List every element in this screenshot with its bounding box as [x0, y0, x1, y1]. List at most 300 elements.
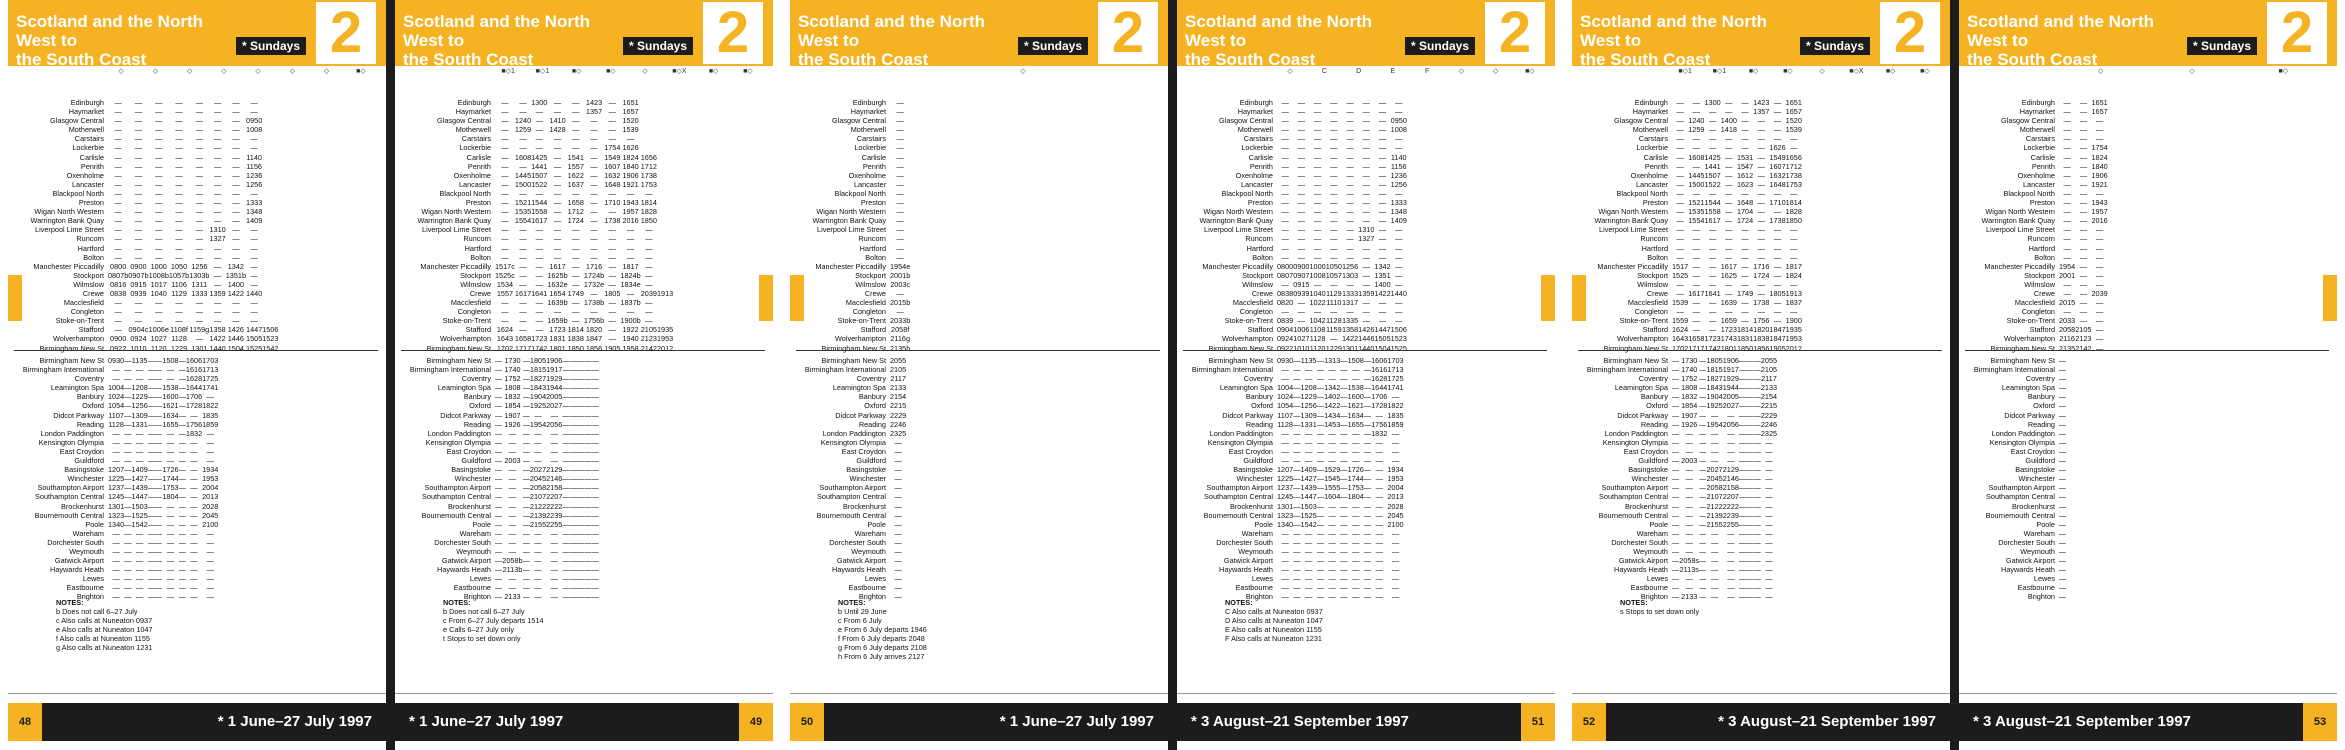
days-label: Sundays: [1418, 39, 1469, 53]
time-cell: 1506: [1390, 325, 1407, 335]
time-cell: —: [569, 483, 577, 493]
time-cell: —: [178, 474, 186, 484]
table-row: [14, 465, 218, 474]
time-cell: 2003: [1681, 456, 1698, 466]
station-name: Carlisle: [861, 152, 886, 162]
time-cell: 0807: [1277, 270, 1294, 280]
time-cell: 2154: [890, 392, 907, 402]
table-row: [1578, 383, 1777, 392]
time-cell: —: [1757, 225, 1765, 235]
time-cell: —: [1685, 583, 1693, 593]
time-cell: —: [114, 116, 122, 126]
time-cell: —: [1346, 188, 1354, 198]
time-cell: —: [584, 528, 592, 538]
time-cell: —: [562, 528, 570, 538]
time-cell: —: [550, 546, 558, 556]
time-cell: —: [1297, 116, 1305, 126]
station-name: Oxenholme: [1235, 170, 1273, 180]
time-cell: —: [2079, 216, 2087, 226]
time-cell: 1616: [185, 365, 203, 375]
table-row: [1965, 592, 2066, 601]
time-cell: 1648: [604, 179, 621, 189]
time-cell: —: [1293, 437, 1301, 447]
table-row: [1183, 492, 1404, 501]
time-cell: 1333: [246, 198, 263, 208]
days-label: Sundays: [1031, 39, 1082, 53]
station-name: Lewes: [1646, 574, 1668, 584]
time-cell: 1340: [108, 519, 125, 529]
time-cell: —: [166, 528, 175, 538]
time-cell: 1637: [567, 179, 584, 189]
time-cell: 1541: [567, 152, 584, 162]
time-cell: —: [1746, 592, 1754, 602]
time-cell: 1659b: [547, 316, 568, 326]
table-row: [1578, 565, 1777, 574]
time-cell: —: [1281, 170, 1289, 180]
time-cell: —: [1710, 528, 1719, 538]
time-cell: 1549: [1769, 152, 1786, 162]
time-cell: 2142: [640, 343, 657, 353]
time-cell: 0907b: [128, 270, 149, 280]
time-cell: —: [1692, 225, 1700, 235]
time-cell: —: [894, 456, 902, 466]
station-name: Macclesfield: [450, 298, 491, 308]
station-name: Dorchester South: [1216, 537, 1273, 547]
time-cell: 1520: [622, 116, 639, 126]
station-name: Wilmslow: [460, 279, 491, 289]
time-cell: —: [1765, 565, 1773, 575]
time-cell: —: [1313, 107, 1322, 117]
table-row: [401, 271, 673, 280]
station-name: Glasgow Central: [832, 116, 886, 126]
table-row: [1183, 565, 1404, 574]
time-cell: —: [1346, 243, 1354, 253]
time-cell: —: [584, 483, 592, 493]
time-cell: —: [2063, 170, 2071, 180]
time-cell: —: [147, 565, 156, 575]
time-cell: —: [1281, 207, 1289, 217]
time-cell: 1913: [656, 288, 674, 298]
time-cell: —: [147, 428, 156, 438]
time-cell: 1342: [1324, 383, 1341, 393]
table-row: [14, 502, 218, 511]
station-name: Edinburgh: [852, 98, 886, 107]
time-cell: —: [572, 243, 580, 253]
time-cell: 1229: [1300, 392, 1317, 402]
time-cell: —: [1378, 116, 1387, 126]
time-cell: 1554: [514, 216, 532, 226]
time-cell: —: [894, 465, 902, 475]
time-cell: 1917: [1722, 365, 1739, 375]
time-cell: —: [112, 574, 120, 584]
time-cell: —: [550, 446, 558, 456]
time-cell: 1207: [1277, 465, 1294, 475]
time-cell: 1754: [2091, 143, 2108, 153]
time-cell: —: [2059, 410, 2067, 420]
time-cell: —: [1692, 270, 1700, 280]
time-cell: —: [1757, 207, 1765, 217]
time-cell: —: [501, 116, 509, 126]
table-row: [1183, 307, 1407, 316]
service-symbol: ■◇: [571, 68, 582, 75]
time-cell: —: [1725, 188, 1733, 198]
time-cell: 0800: [1277, 261, 1294, 271]
table-row: [1965, 574, 2066, 583]
time-cell: —: [1746, 383, 1754, 393]
time-cell: 1712: [1785, 161, 1802, 171]
table-row: [1965, 447, 2066, 456]
station-name: Leamington Spa: [832, 383, 886, 393]
time-cell: —: [501, 207, 509, 217]
time-cell: —: [1378, 216, 1387, 226]
station-name: Gatwick Airport: [54, 556, 104, 566]
table-row: [1578, 216, 1802, 225]
footer-rule: [395, 693, 773, 694]
time-cell: —: [1375, 510, 1383, 520]
time-cell: —: [2079, 225, 2087, 235]
time-cell: —: [155, 116, 163, 126]
time-cell: 2122: [1706, 501, 1723, 511]
station-name: Crewe: [82, 288, 104, 298]
station-name: Oxford: [2033, 401, 2055, 411]
table-row: [401, 411, 599, 420]
station-name: Poole: [2036, 519, 2055, 529]
time-cell: —: [2063, 152, 2071, 162]
time-cell: —: [155, 492, 163, 502]
time-cell: —: [576, 556, 585, 566]
station-name: Oxford: [82, 401, 104, 411]
time-cell: —: [195, 170, 203, 180]
time-cell: —: [1313, 125, 1322, 135]
time-cell: 1010: [1293, 343, 1310, 353]
table-row: [14, 307, 278, 316]
station-name: Eastbourne: [848, 583, 886, 593]
time-cell: 1507: [531, 170, 548, 180]
time-cell: —: [1328, 510, 1336, 520]
time-cell: —: [1773, 98, 1782, 107]
time-cell: —: [1362, 125, 1370, 135]
time-cell: —: [1395, 307, 1403, 317]
table-row: [796, 420, 906, 429]
time-cell: —: [195, 179, 203, 189]
timetable-northern: [1578, 98, 1802, 353]
time-cell: —: [894, 474, 902, 484]
station-name: Stockport: [1637, 270, 1668, 280]
time-cell: 0915: [130, 279, 147, 289]
time-cell: —: [562, 465, 570, 475]
time-cell: 1310: [1358, 225, 1375, 235]
table-row: [401, 520, 599, 529]
time-cell: —: [501, 298, 509, 308]
station-name: London Paddington: [427, 428, 491, 438]
time-cell: —: [1330, 143, 1338, 153]
time-cell: —: [114, 170, 122, 180]
time-cell: —: [1692, 243, 1700, 253]
table-row: [401, 262, 673, 271]
time-cell: 1006: [1293, 325, 1310, 335]
station-name: East Croydon: [2010, 446, 2055, 456]
time-cell: —: [114, 252, 122, 262]
time-cell: —: [896, 98, 904, 107]
time-cell: 1658: [514, 334, 532, 344]
table-row: [1578, 107, 1802, 116]
station-name: Dorchester South: [1998, 537, 2055, 547]
validity-dates: * 1 June–27 July 1997: [409, 713, 564, 730]
time-cell: —: [591, 383, 599, 393]
station-name: Edinburgh: [1634, 98, 1668, 107]
time-cell: —: [1790, 225, 1798, 235]
table-row: [14, 107, 278, 116]
time-cell: —: [572, 270, 580, 280]
station-name: Crewe: [1251, 288, 1273, 298]
time-cell: —: [553, 152, 562, 162]
time-cell: —: [2059, 510, 2067, 520]
time-cell: —: [2063, 207, 2071, 217]
time-cell: —: [1725, 179, 1733, 189]
time-cell: 1331: [131, 419, 148, 429]
time-cell: —: [591, 456, 599, 466]
table-row: [401, 143, 673, 152]
time-cell: —: [1699, 519, 1707, 529]
time-cell: 1935: [656, 325, 674, 335]
time-cell: —: [1738, 537, 1747, 547]
time-cell: —: [232, 207, 240, 217]
time-cell: —: [1340, 446, 1348, 456]
table-row: [1183, 344, 1407, 353]
title-line-2: the South Coast: [798, 50, 929, 69]
time-cell: —: [590, 134, 598, 144]
time-cell: —: [576, 483, 585, 493]
station-name: Liverpool Lime Street: [35, 225, 104, 235]
time-cell: 1832: [504, 392, 521, 402]
table-row: [14, 280, 278, 289]
time-cell: 1904: [529, 392, 547, 402]
time-cell: —: [894, 519, 902, 529]
table-row: [14, 234, 278, 243]
time-cell: 1054: [108, 401, 125, 411]
time-cell: 1426: [1358, 325, 1375, 335]
title-line-1: Scotland and the North West to: [1185, 12, 1372, 50]
table-row: [1183, 189, 1407, 198]
time-cell: —: [591, 501, 599, 511]
time-cell: —: [1316, 528, 1325, 538]
time-cell: —: [112, 565, 120, 575]
table-row: [401, 420, 599, 429]
time-cell: —: [1316, 374, 1325, 384]
service-symbol: ◇: [1458, 68, 1465, 75]
time-cell: 1333: [1341, 288, 1359, 298]
table-row: [796, 298, 910, 307]
time-cell: —: [1316, 401, 1325, 411]
time-cell: 1716: [1753, 261, 1770, 271]
table-row: [1578, 583, 1777, 592]
time-cell: 1440: [246, 288, 263, 298]
time-cell: —: [1340, 492, 1348, 502]
time-cell: —: [1281, 374, 1289, 384]
time-cell: —: [608, 107, 616, 117]
time-cell: —: [190, 446, 198, 456]
time-cell: —: [1773, 225, 1782, 235]
time-cell: —: [1378, 316, 1387, 326]
time-cell: —: [166, 556, 175, 566]
time-cell: —: [608, 243, 616, 253]
time-cell: —: [645, 270, 653, 280]
time-cell: —: [562, 410, 570, 420]
time-cell: —: [2059, 474, 2067, 484]
time-cell: —: [1727, 456, 1735, 466]
time-cell: —: [590, 225, 598, 235]
table-row: [796, 207, 910, 216]
time-cell: 1944: [1722, 383, 1739, 393]
table-row: [796, 447, 906, 456]
time-cell: 1107: [1277, 410, 1293, 420]
timetable-page: [1959, 0, 2337, 750]
time-cell: —: [2079, 143, 2087, 153]
station-name: Guildford: [856, 456, 886, 466]
table-row: [401, 225, 673, 234]
time-cell: 1907: [504, 410, 521, 420]
time-cell: —: [134, 316, 143, 326]
time-cell: 1500: [514, 179, 532, 189]
time-cell: 1129: [171, 288, 187, 298]
station-name: Edinburgh: [1239, 98, 1273, 107]
time-cell: —: [1699, 483, 1707, 493]
time-cell: 1446: [227, 334, 244, 344]
time-cell: —: [1672, 528, 1680, 538]
time-cell: —: [1692, 98, 1700, 107]
time-cell: —: [206, 437, 214, 447]
time-cell: —: [1672, 428, 1680, 438]
time-cell: 2005: [1722, 392, 1739, 402]
time-cell: 1726: [1347, 465, 1364, 475]
time-cell: —: [1330, 161, 1338, 171]
station-name: Oxford: [1646, 401, 1668, 411]
time-cell: —: [576, 519, 585, 529]
time-cell: —: [1316, 419, 1325, 429]
time-cell: —: [232, 225, 240, 235]
time-cell: —: [1391, 437, 1400, 447]
time-cell: —: [590, 125, 598, 135]
time-cell: —: [591, 537, 599, 547]
time-cell: —: [206, 528, 214, 538]
time-cell: 1539: [1785, 125, 1802, 135]
time-cell: —: [232, 116, 240, 126]
time-cell: 0838: [110, 288, 127, 298]
station-name: Manchester Piccadilly: [815, 261, 886, 271]
table-row: [1965, 411, 2066, 420]
time-cell: —: [134, 188, 143, 198]
time-cell: —: [1753, 401, 1761, 411]
station-name: Oxenholme: [66, 170, 104, 180]
time-cell: —: [550, 565, 558, 575]
time-cell: —: [1313, 279, 1322, 289]
time-cell: —: [134, 152, 143, 162]
time-cell: —: [495, 483, 503, 493]
time-cell: —: [1727, 565, 1735, 575]
table-row: [1578, 198, 1802, 207]
time-cell: —: [1352, 437, 1360, 447]
time-cell: —: [190, 565, 198, 575]
time-cell: —: [569, 410, 577, 420]
time-cell: —: [1746, 365, 1754, 375]
time-cell: —: [250, 134, 258, 144]
service-symbol: ◇: [2097, 68, 2104, 75]
time-cell: 1655: [1347, 419, 1364, 429]
time-cell: —: [136, 374, 144, 384]
time-cell: —: [250, 234, 258, 244]
time-cell: —: [112, 428, 120, 438]
station-name: Macclesfield: [1232, 298, 1273, 308]
time-cell: —: [1725, 243, 1733, 253]
timetable-northern: [401, 98, 673, 353]
time-cell: —: [1316, 519, 1325, 529]
time-cell: 1742: [531, 343, 548, 353]
time-cell: 1824: [1785, 270, 1802, 280]
station-name: Coventry: [461, 374, 491, 384]
time-cell: —: [562, 483, 570, 493]
time-cell: 1953: [1387, 474, 1404, 484]
station-name: Wareham: [854, 528, 886, 538]
time-cell: —: [195, 125, 203, 135]
time-cell: 2154: [1760, 392, 1778, 402]
table-row: [1578, 474, 1777, 483]
time-cell: 1753: [162, 483, 179, 493]
time-cell: 1827: [529, 374, 547, 384]
time-cell: 2129: [1722, 465, 1739, 475]
table-row: [1183, 438, 1404, 447]
time-cell: —: [112, 537, 120, 547]
time-cell: —: [591, 428, 599, 438]
time-cell: —: [1316, 356, 1325, 365]
station-name: Leamington Spa: [1614, 383, 1668, 393]
time-cell: —: [190, 501, 198, 511]
region-number: 2: [703, 2, 763, 64]
time-cell: —: [1685, 474, 1693, 484]
time-cell: —: [166, 583, 175, 593]
time-cell: —: [1395, 261, 1403, 271]
time-cell: —: [1738, 492, 1747, 502]
time-cell: 0904: [1277, 325, 1294, 335]
time-cell: —: [178, 501, 186, 511]
train-symbols: [2055, 68, 2329, 96]
time-cell: —: [591, 410, 599, 420]
time-cell: —: [2059, 528, 2067, 538]
time-cell: 1828: [640, 207, 657, 217]
time-cell: —: [584, 537, 592, 547]
time-cell: —: [1293, 401, 1301, 411]
station-name: Reading: [858, 419, 886, 429]
time-cell: —: [590, 252, 598, 262]
time-cell: —: [124, 501, 132, 511]
time-cell: —: [155, 188, 163, 198]
time-cell: —: [569, 528, 577, 538]
time-cell: 2107: [1706, 492, 1723, 502]
time-cell: —: [124, 446, 132, 456]
time-cell: —: [155, 125, 163, 135]
station-name: Guildford: [461, 456, 491, 466]
station-name: Wilmslow: [1242, 279, 1273, 289]
time-cell: —: [553, 161, 562, 171]
station-name: Winchester: [67, 474, 104, 484]
station-name: Haywards Heath: [1219, 565, 1273, 575]
table-row: [796, 171, 910, 180]
time-cell: —: [576, 456, 585, 466]
time-cell: —: [591, 419, 599, 429]
time-cell: —: [147, 465, 156, 475]
time-cell: —: [569, 556, 577, 566]
time-cell: —: [1313, 143, 1322, 153]
time-cell: —: [1676, 207, 1684, 217]
